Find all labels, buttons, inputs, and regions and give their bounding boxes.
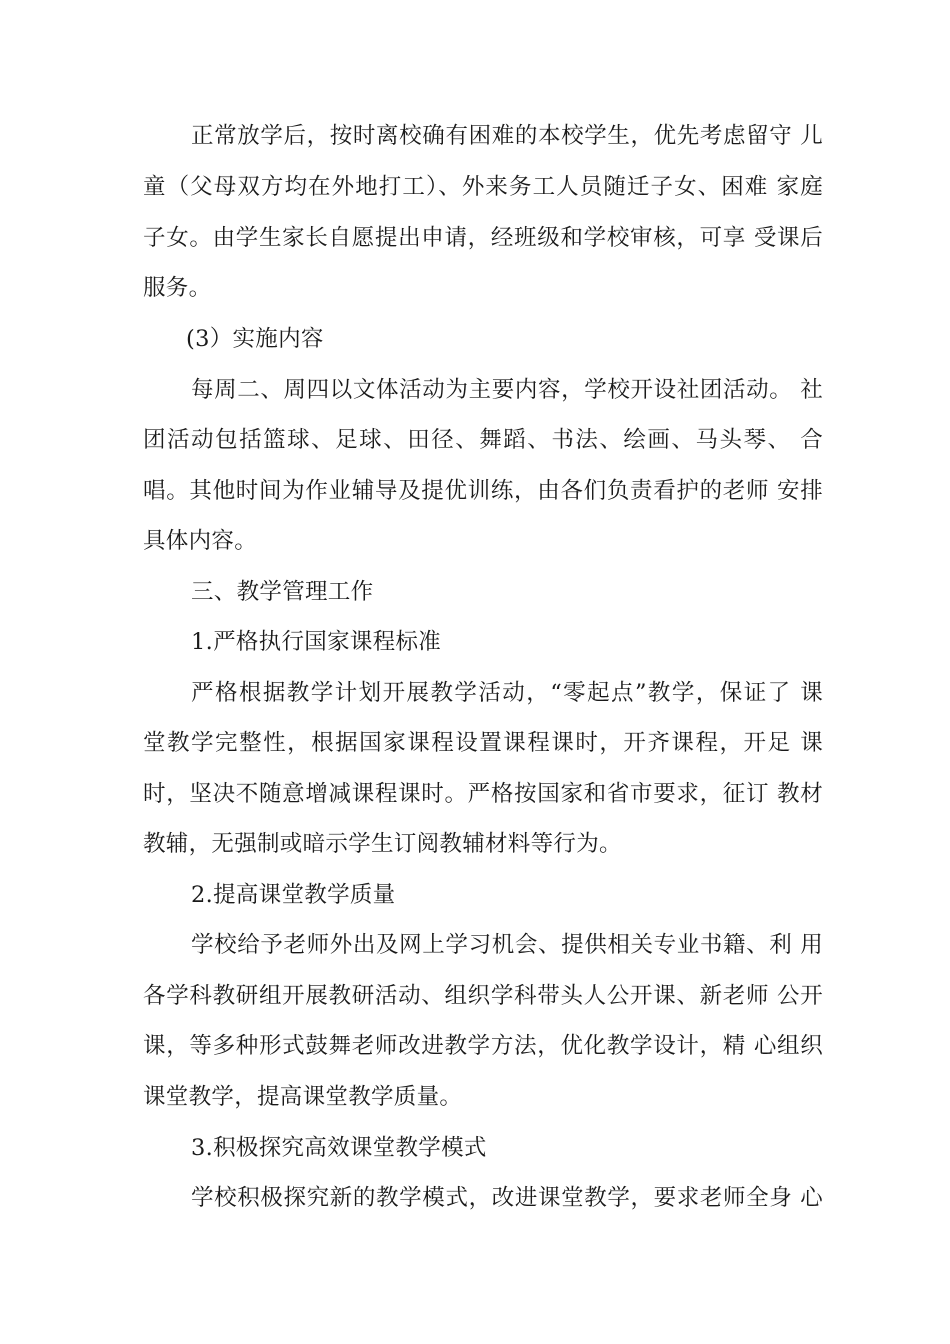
paragraph-line: 严格根据教学计划开展教学活动，“零起点”教学，保证了 课 <box>191 680 823 706</box>
section-heading: 三、教学管理工作 <box>191 579 374 605</box>
paragraph-line: 服务。 <box>143 275 212 301</box>
section-heading: (3）实施内容 <box>186 326 324 352</box>
paragraph-line: 课堂教学，提高课堂教学质量。 <box>143 1084 463 1110</box>
paragraph-line: 正常放学后，按时离校确有困难的本校学生，优先考虑留守 儿 <box>191 123 823 149</box>
paragraph-line: 每周二、周四以文体活动为主要内容，学校开设社团活动。 社 <box>191 377 823 403</box>
paragraph-line: 唱。其他时间为作业辅导及提优训练，由各们负责看护的老师 安排 <box>143 478 823 504</box>
paragraph-line: 学校积极探究新的教学模式，改进课堂教学，要求老师全身 心 <box>191 1185 823 1211</box>
paragraph-line: 团活动包括篮球、足球、田径、舞蹈、书法、绘画、马头琴、 合 <box>143 427 823 453</box>
paragraph-line: 子女。由学生家长自愿提出申请，经班级和学校审核，可享 受课后 <box>143 225 823 251</box>
subsection-heading: 2.提高课堂教学质量 <box>191 882 396 908</box>
subsection-heading: 1.严格执行国家课程标准 <box>191 629 442 655</box>
subsection-heading: 3.积极探究高效课堂教学模式 <box>191 1135 487 1161</box>
paragraph-line: 时，坚决不随意增减课程课时。严格按国家和省市要求，征订 教材 <box>143 781 823 807</box>
paragraph-line: 各学科教研组开展教研活动、组织学科带头人公开课、新老师 公开 <box>143 983 823 1009</box>
paragraph-line: 童（父母双方均在外地打工）、外来务工人员随迁子女、困难 家庭 <box>143 174 823 200</box>
paragraph-line: 堂教学完整性，根据国家课程设置课程课时，开齐课程，开足 课 <box>143 730 823 756</box>
paragraph-line: 教辅，无强制或暗示学生订阅教辅材料等行为。 <box>143 831 622 857</box>
paragraph-line: 课，等多种形式鼓舞老师改进教学方法，优化教学设计，精 心组织 <box>143 1033 823 1059</box>
paragraph-line: 具体内容。 <box>143 528 258 554</box>
paragraph-line: 学校给予老师外出及网上学习机会、提供相关专业书籍、利 用 <box>191 932 823 958</box>
